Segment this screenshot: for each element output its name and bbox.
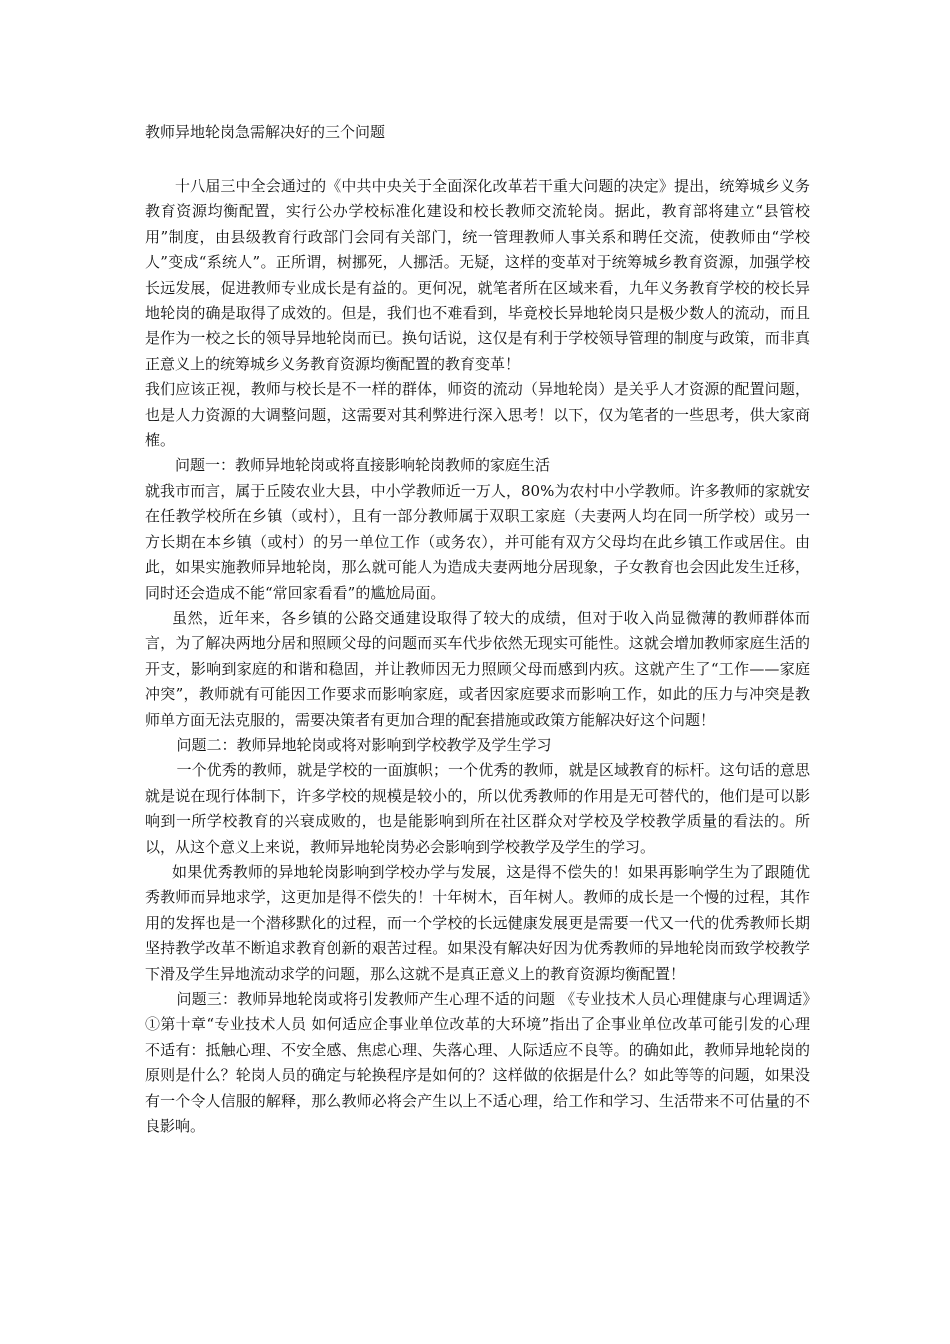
paragraph-reflection: 我们应该正视，教师与校长是不一样的群体，师资的流动（异地轮岗）是关乎人才资源的配置问题，也是人力资源的大调整问题，这需要对其利弊进行深入思考！以下，仅为笔者的一些思考，供大家商榷。 xyxy=(145,380,810,450)
heading-issue-one: 问题一：教师异地轮岗或将直接影响轮岗教师的家庭生活 xyxy=(175,456,551,475)
paragraph-issue-one-conflict: 虽然，近年来，各乡镇的公路交通建设取得了较大的成绩，但对于收入尚显微薄的教师群体而言，为了解决两地分居和照顾父母的问题而买车代步依然无现实可能性。这就会增加教师家庭生活的开支，影响到家庭的和谐和稳固，并让教师因无力照顾父母而感到内疚。这就产生了“工作——家庭冲突”，教师就有可能因工作要求而影响家庭，或者因家庭要求而影响工作，如此的压力与冲突是教师单方面无法克服的，需要决策者有更加合理的配套措施或政策方能解决好这个问题！ xyxy=(145,608,810,729)
heading-issue-two: 问题二：教师异地轮岗或将对影响到学校教学及学生学习 xyxy=(176,735,552,754)
paragraph-issue-three: 问题三：教师异地轮岗或将引发教师产生心理不适的问题 《专业技术人员心理健康与心理调适》①第十章“专业技术人员 如何适应企事业单位改革的大环境”指出了企事业单位改革可能引发的心理不适有：抵触心理、不安全感、焦虑心理、失落心理、人际适应不良等。的确如此，教师异地轮岗的原则是什么？轮岗人员的确定与轮换程序是如何的？这样做的依据是什么？如此等等的问题，如果没有一个令人信服的解释，那么教师必将会产生以上不适心理，给工作和学习、生活带来不可估量的不良影响。 xyxy=(145,990,810,1136)
paragraph-issue-one-context: 就我市而言，属于丘陵农业大县，中小学教师近一万人，80%为农村中小学教师。许多教师的家就安在任教学校所在乡镇（或村），且有一部分教师属于双职工家庭（夫妻两人均在同一所学校）或另一方长期在本乡镇（或村）的另一单位工作（或务农），并可能有双方父母均在此乡镇工作或居住。由此，如果实施教师异地轮岗，那么就可能人为造成夫妻两地分居现象，子女教育也会因此发生迁移，同时还会造成不能“常回家看看”的尴尬局面。 xyxy=(145,481,810,602)
document-page xyxy=(145,120,810,1139)
paragraph-intro: 十八届三中全会通过的《中共中央关于全面深化改革若干重大问题的决定》提出，统筹城乡义务教育资源均衡配置，实行公办学校标准化建设和校长教师交流轮岗。据此，教育部将建立“县管校用”制度，由县级教育行政部门会同有关部门，统一管理教师人事关系和聘任交流，使教师由“学校人”变成“系统人”。正所谓，树挪死，人挪活。无疑，这样的变革对于统筹城乡教育资源，加强学校长远发展，促进教师专业成长是有益的。更何况，就笔者所在区域来看，九年义务教育学校的校长异地轮岗的确是取得了成效的。但是，我们也不难看到，毕竟校长异地轮岗只是极少数人的流动，而且是作为一校之长的领导异地轮岗而已。换句话说，这仅是有利于学校领导管理的制度与政策，而非真正意义上的统筹城乡义务教育资源均衡配置的教育变革！ xyxy=(145,177,810,373)
document-title: 教师异地轮岗急需解决好的三个问题 xyxy=(145,123,386,141)
paragraph-issue-two-impact: 如果优秀教师的异地轮岗影响到学校办学与发展，这是得不偿失的！如果再影响学生为了跟随优秀教师而异地求学，这更加是得不偿失的！十年树木，百年树人。教师的成长是一个慢的过程，其作用的发挥也是一个潜移默化的过程，而一个学校的长远健康发展更是需要一代又一代的优秀教师长期坚持教学改革不断追求教育创新的艰苦过程。如果没有解决好因为优秀教师的异地轮岗而致学校教学下滑及学生异地流动求学的问题，那么这就不是真正意义上的教育资源均衡配置！ xyxy=(145,862,810,983)
paragraph-issue-two-teachers: 一个优秀的教师，就是学校的一面旗帜；一个优秀的教师，就是区域教育的标杆。这句话的意思就是说在现行体制下，许多学校的规模是较小的，所以优秀教师的作用是无可替代的，他们是可以影响到一所学校教育的兴衰成败的，也是能影响到所在社区群众对学校及学校教学质量的看法的。所以，从这个意义上来说，教师异地轮岗势必会影响到学校教学及学生的学习。 xyxy=(145,761,810,856)
